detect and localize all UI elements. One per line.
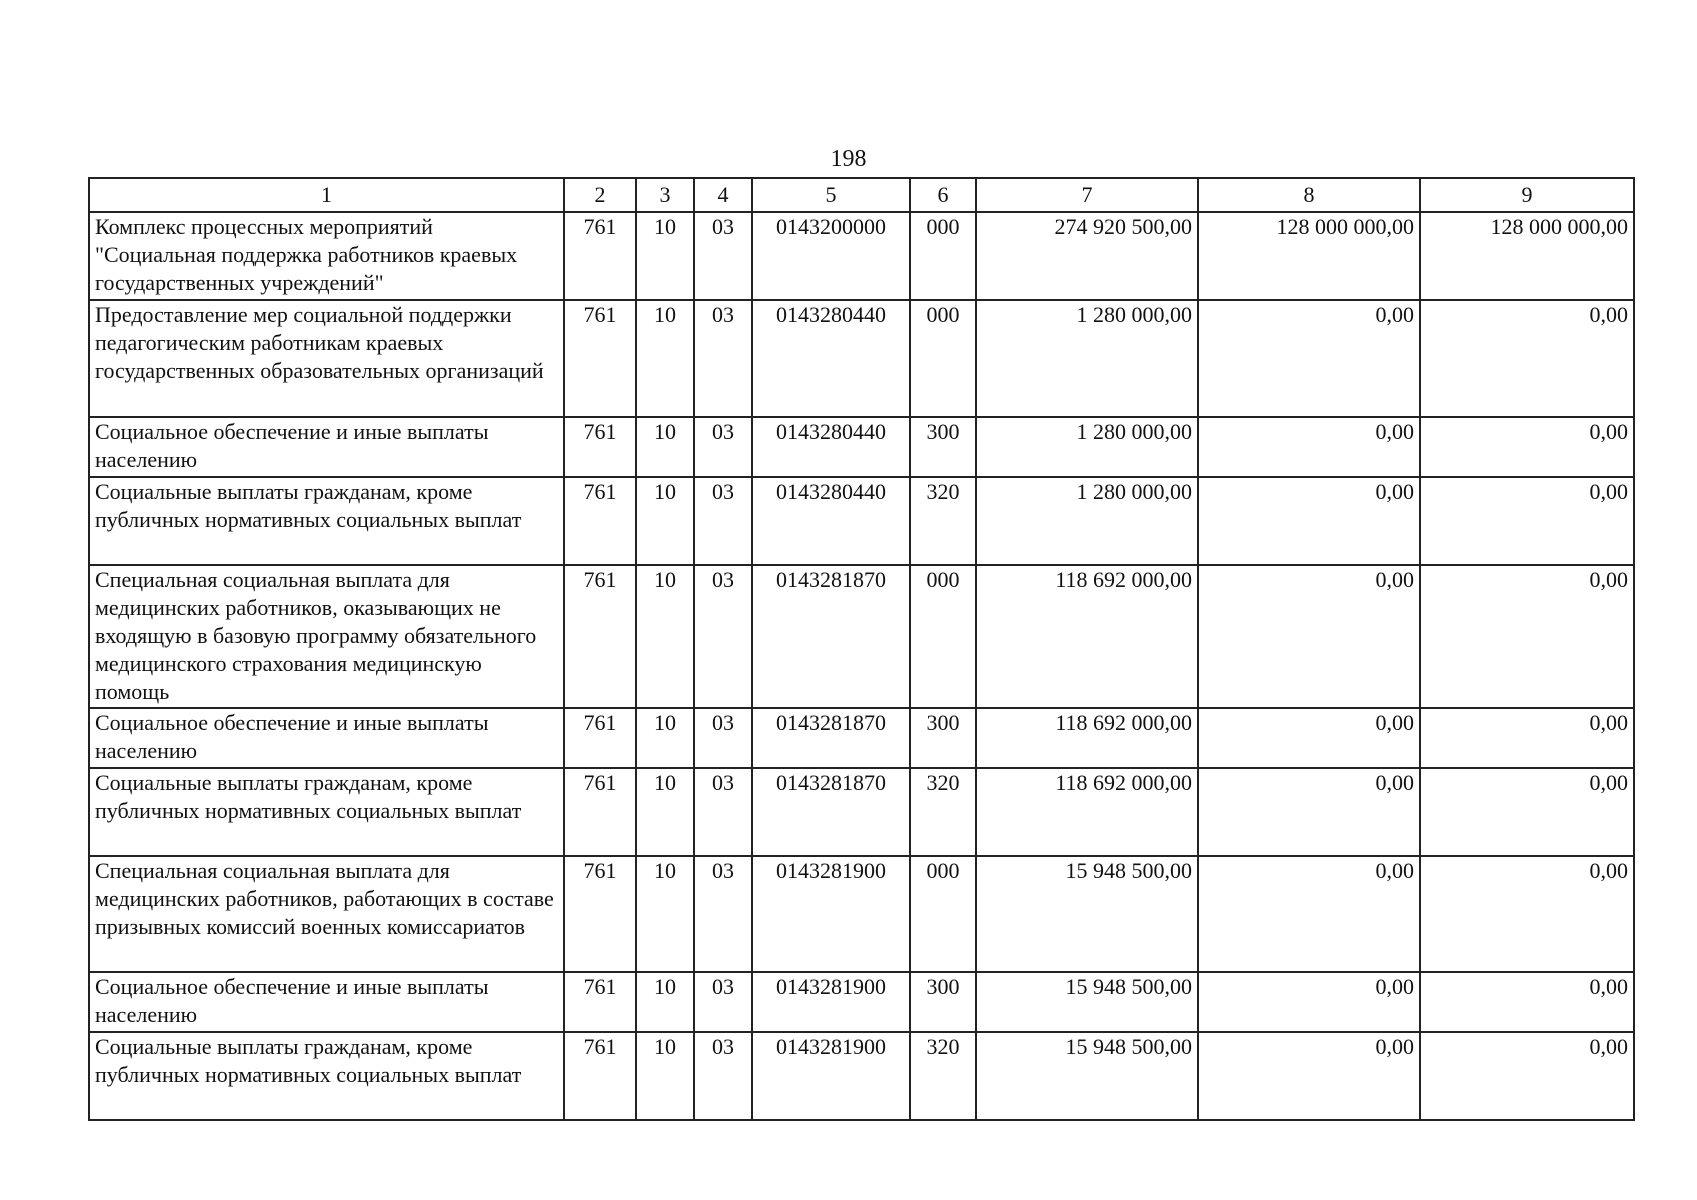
- amount-col7: 118 692 000,00: [976, 768, 1198, 856]
- target-article-code: 0143281900: [752, 1032, 910, 1120]
- subsection-code: 03: [694, 417, 752, 477]
- ministry-code: 761: [564, 972, 636, 1032]
- row-name: Социальные выплаты гражданам, кроме публичных нормативных социальных выплат: [89, 768, 564, 856]
- expense-type-code: 320: [910, 768, 976, 856]
- amount-col9: 0,00: [1420, 300, 1634, 417]
- row-name: Комплекс процессных мероприятий "Социальная поддержка работников краевых государственных учреждений": [89, 212, 564, 300]
- table-row: [89, 300, 1634, 417]
- amount-col9: 0,00: [1420, 856, 1634, 972]
- amount-col9: 0,00: [1420, 972, 1634, 1032]
- ministry-code: 761: [564, 300, 636, 417]
- amount-col8: 0,00: [1198, 972, 1420, 1032]
- target-article-code: 0143281870: [752, 565, 910, 708]
- table-row: [89, 972, 1634, 1032]
- column-header: 9: [1420, 178, 1634, 212]
- target-article-code: 0143280440: [752, 417, 910, 477]
- subsection-code: 03: [694, 708, 752, 768]
- budget-table: [88, 177, 1635, 1121]
- row-name: Социальные выплаты гражданам, кроме публичных нормативных социальных выплат: [89, 1032, 564, 1120]
- amount-col8: 0,00: [1198, 477, 1420, 565]
- amount-col8: 0,00: [1198, 708, 1420, 768]
- ministry-code: 761: [564, 212, 636, 300]
- amount-col8: 0,00: [1198, 565, 1420, 708]
- expense-type-code: 300: [910, 972, 976, 1032]
- amount-col9: 0,00: [1420, 768, 1634, 856]
- amount-col8: 0,00: [1198, 768, 1420, 856]
- amount-col7: 274 920 500,00: [976, 212, 1198, 300]
- expense-type-code: 300: [910, 417, 976, 477]
- subsection-code: 03: [694, 768, 752, 856]
- column-header: 5: [752, 178, 910, 212]
- section-code: 10: [636, 212, 694, 300]
- subsection-code: 03: [694, 300, 752, 417]
- amount-col9: 0,00: [1420, 708, 1634, 768]
- row-name: Специальная социальная выплата для медицинских работников, оказывающих не входящую в базовую программу обязательного медицинского страхования медицинскую помощь: [89, 565, 564, 708]
- column-header: 6: [910, 178, 976, 212]
- target-article-code: 0143281900: [752, 972, 910, 1032]
- expense-type-code: 000: [910, 300, 976, 417]
- target-article-code: 0143281870: [752, 768, 910, 856]
- column-header: 2: [564, 178, 636, 212]
- expense-type-code: 320: [910, 1032, 976, 1120]
- ministry-code: 761: [564, 708, 636, 768]
- row-name: Социальное обеспечение и иные выплаты населению: [89, 708, 564, 768]
- table-row: [89, 856, 1634, 972]
- amount-col7: 118 692 000,00: [976, 565, 1198, 708]
- ministry-code: 761: [564, 856, 636, 972]
- target-article-code: 0143281900: [752, 856, 910, 972]
- row-name: Специальная социальная выплата для медицинских работников, работающих в составе призывных комиссий военных комиссариатов: [89, 856, 564, 972]
- amount-col8: 0,00: [1198, 300, 1420, 417]
- expense-type-code: 300: [910, 708, 976, 768]
- subsection-code: 03: [694, 477, 752, 565]
- section-code: 10: [636, 477, 694, 565]
- expense-type-code: 000: [910, 565, 976, 708]
- column-header: 3: [636, 178, 694, 212]
- section-code: 10: [636, 708, 694, 768]
- ministry-code: 761: [564, 565, 636, 708]
- row-name: Социальное обеспечение и иные выплаты населению: [89, 972, 564, 1032]
- row-name: Социальное обеспечение и иные выплаты населению: [89, 417, 564, 477]
- amount-col9: 0,00: [1420, 417, 1634, 477]
- row-name: Социальные выплаты гражданам, кроме публичных нормативных социальных выплат: [89, 477, 564, 565]
- subsection-code: 03: [694, 212, 752, 300]
- amount-col8: 0,00: [1198, 856, 1420, 972]
- amount-col9: 0,00: [1420, 477, 1634, 565]
- amount-col8: 0,00: [1198, 1032, 1420, 1120]
- table-row: [89, 1032, 1634, 1120]
- table-row: [89, 212, 1634, 300]
- table-row: [89, 708, 1634, 768]
- page-number: 198: [830, 146, 867, 172]
- column-header: 7: [976, 178, 1198, 212]
- section-code: 10: [636, 1032, 694, 1120]
- amount-col8: 0,00: [1198, 417, 1420, 477]
- header-row: [89, 178, 1634, 212]
- expense-type-code: 000: [910, 856, 976, 972]
- target-article-code: 0143280440: [752, 477, 910, 565]
- amount-col7: 15 948 500,00: [976, 972, 1198, 1032]
- table-row: [89, 565, 1634, 708]
- table-row: [89, 768, 1634, 856]
- section-code: 10: [636, 417, 694, 477]
- subsection-code: 03: [694, 1032, 752, 1120]
- expense-type-code: 000: [910, 212, 976, 300]
- amount-col8: 128 000 000,00: [1198, 212, 1420, 300]
- table-row: [89, 417, 1634, 477]
- amount-col7: 118 692 000,00: [976, 708, 1198, 768]
- column-header: 4: [694, 178, 752, 212]
- amount-col9: 0,00: [1420, 1032, 1634, 1120]
- target-article-code: 0143281870: [752, 708, 910, 768]
- amount-col7: 15 948 500,00: [976, 856, 1198, 972]
- target-article-code: 0143280440: [752, 300, 910, 417]
- target-article-code: 0143200000: [752, 212, 910, 300]
- expense-type-code: 320: [910, 477, 976, 565]
- row-name: Предоставление мер социальной поддержки педагогическим работникам краевых государственных образовательных организаций: [89, 300, 564, 417]
- amount-col7: 1 280 000,00: [976, 300, 1198, 417]
- section-code: 10: [636, 972, 694, 1032]
- amount-col7: 1 280 000,00: [976, 417, 1198, 477]
- table-row: [89, 477, 1634, 565]
- amount-col9: 0,00: [1420, 565, 1634, 708]
- ministry-code: 761: [564, 417, 636, 477]
- section-code: 10: [636, 768, 694, 856]
- amount-col9: 128 000 000,00: [1420, 212, 1634, 300]
- section-code: 10: [636, 565, 694, 708]
- subsection-code: 03: [694, 565, 752, 708]
- ministry-code: 761: [564, 768, 636, 856]
- column-header: 8: [1198, 178, 1420, 212]
- ministry-code: 761: [564, 477, 636, 565]
- amount-col7: 15 948 500,00: [976, 1032, 1198, 1120]
- section-code: 10: [636, 300, 694, 417]
- amount-col7: 1 280 000,00: [976, 477, 1198, 565]
- subsection-code: 03: [694, 972, 752, 1032]
- column-header: 1: [89, 178, 564, 212]
- ministry-code: 761: [564, 1032, 636, 1120]
- subsection-code: 03: [694, 856, 752, 972]
- section-code: 10: [636, 856, 694, 972]
